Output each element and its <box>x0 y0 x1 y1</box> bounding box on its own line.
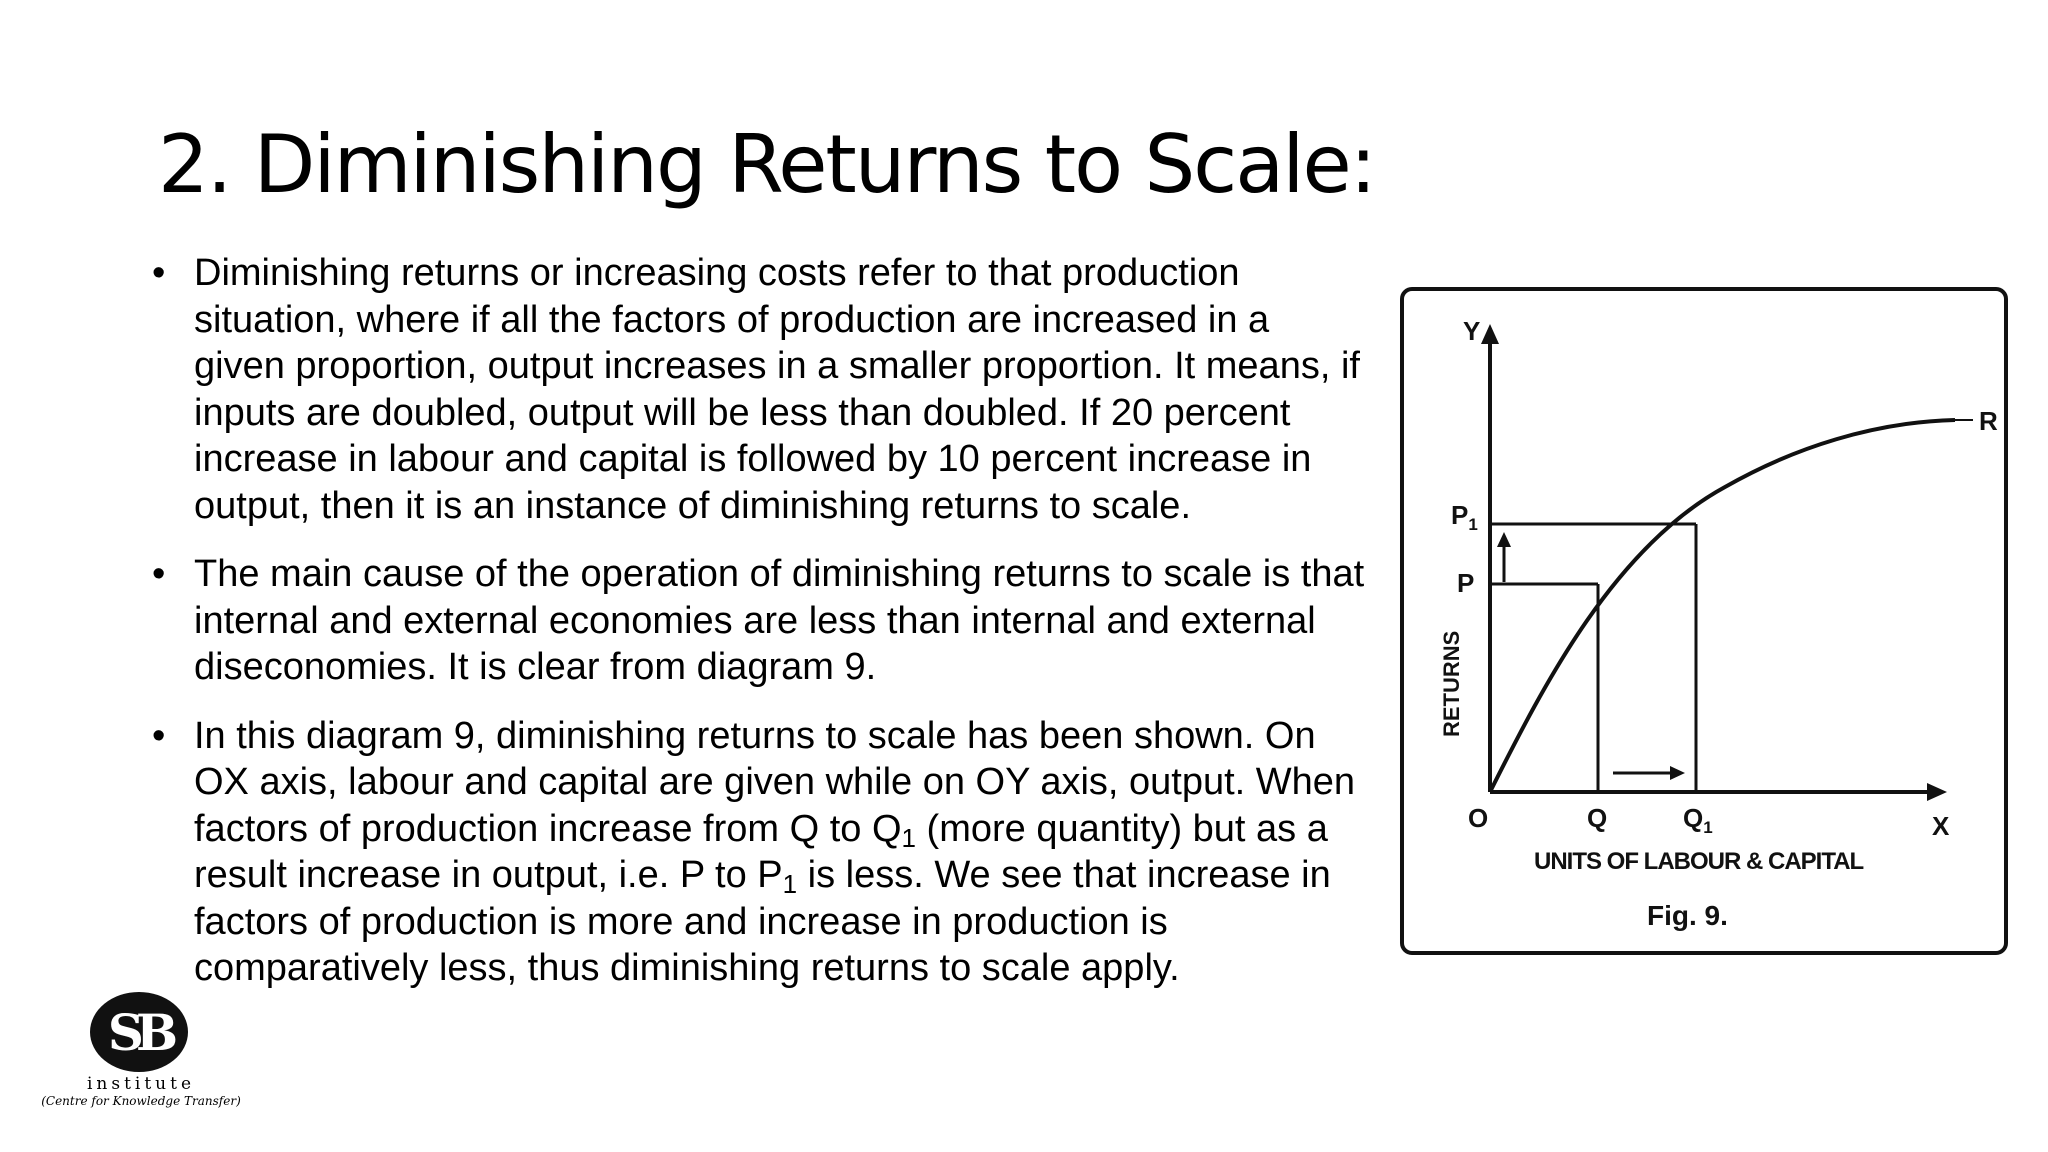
logo-name: institute <box>86 1074 196 1094</box>
bullet-text-part: is less. We see that increase in factors of production is more and increase in production is comparatively less, thus diminishing returns to scale apply. <box>194 854 1331 989</box>
bullet-text <box>194 713 1368 992</box>
bullet-item <box>148 551 1368 691</box>
bullet-icon: • <box>152 252 166 294</box>
logo-tagline: (Centre for Knowledge Transfer) <box>41 1094 241 1108</box>
point-q1-sub: 1 <box>1703 818 1713 837</box>
bullet-item <box>148 713 1368 992</box>
point-p-label: P <box>1457 568 1475 598</box>
bullet-icon: • <box>152 714 166 757</box>
figure-caption: Fig. 9. <box>1647 900 1728 931</box>
point-p1-base: P <box>1451 500 1469 530</box>
slide-title: 2. Diminishing Returns to Scale: <box>158 118 1375 211</box>
point-q-label: Q <box>1587 803 1608 833</box>
x-axis-label: X <box>1932 811 1950 841</box>
bullet-icon: • <box>152 553 166 595</box>
x-axis-title: UNITS OF LABOUR & CAPITAL <box>1534 848 1864 875</box>
figure-diminishing-returns <box>1395 282 2013 960</box>
bullet-text: The main cause of the operation of diminishing returns to scale is that internal and external economies are less than internal and external diseconomies. It is clear from diagram 9. <box>194 553 1365 688</box>
subscript: 1 <box>901 822 916 853</box>
point-q1-base: Q <box>1683 803 1704 833</box>
bullet-list <box>148 250 1368 1014</box>
figure-svg <box>1395 282 2013 960</box>
bullet-item <box>148 250 1368 529</box>
institute-logo <box>36 990 246 1120</box>
bullet-text-part: (more quantity) but as a result increase in output, i.e. P to P <box>194 807 1328 896</box>
bullet-text-part: In this diagram 9, diminishing returns to scale has been shown. On OX axis, labour and capital are given while on OY axis, output. When factors of production increase from Q to Q <box>194 714 1356 850</box>
point-p1-sub: 1 <box>1468 515 1478 534</box>
sb-logo-icon <box>88 990 190 1074</box>
bullet-text: Diminishing returns or increasing costs refer to that production situation, where if all the factors of production are increased in a given proportion, output increases in a smaller proportion. It means, if inputs are doubled, output will be less than doubled. If 20 percent increase in labour and capital is followed by 10 percent increase in output, then it is an instance of diminishing returns to scale. <box>194 252 1360 527</box>
y-axis-title: RETURNS <box>1439 630 1464 737</box>
logo-monogram: SB <box>107 1003 171 1062</box>
origin-label: O <box>1468 803 1489 833</box>
y-axis-label: Y <box>1463 316 1481 346</box>
subscript: 1 <box>782 869 798 899</box>
curve-label: R <box>1979 406 1998 436</box>
